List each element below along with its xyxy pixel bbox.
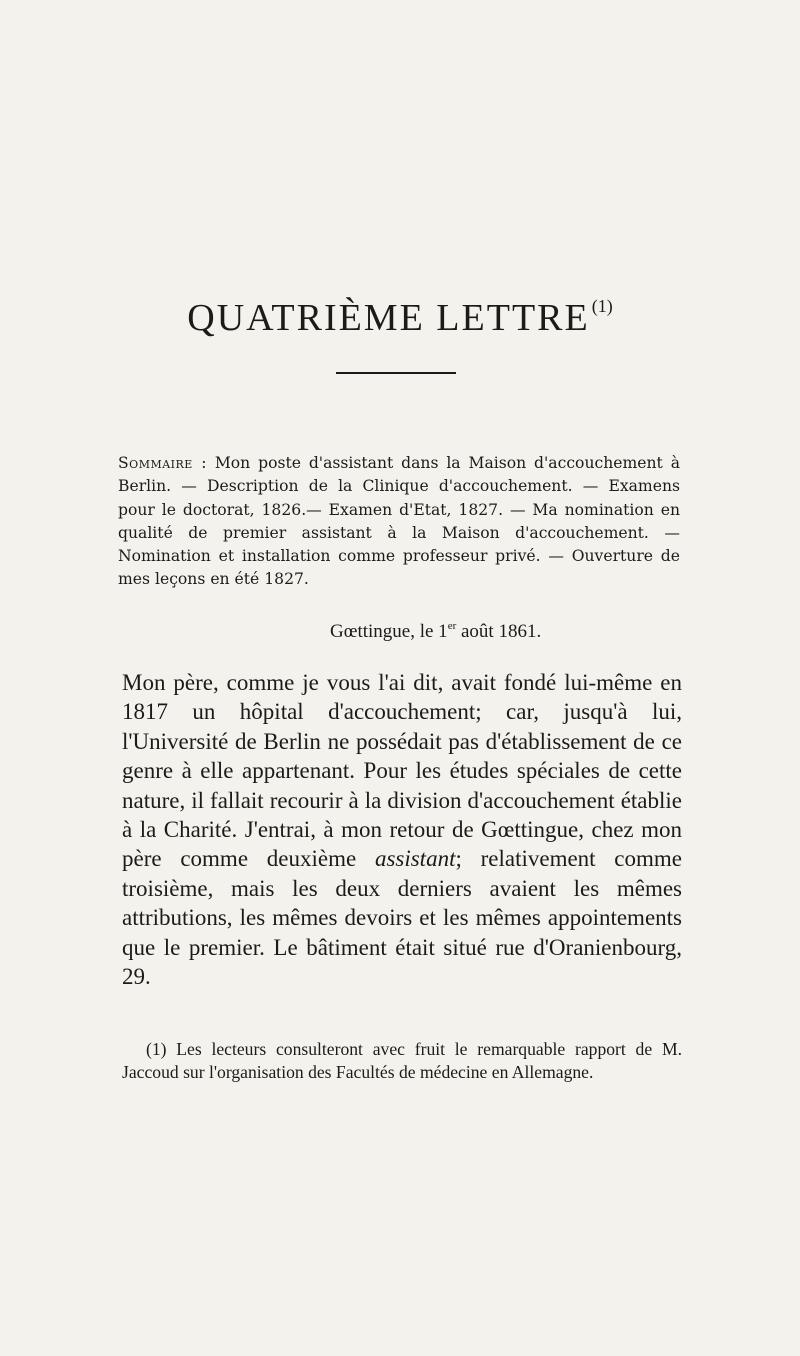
dateline-place: Gœttingue, le 1: [330, 621, 448, 642]
dateline: [330, 620, 541, 643]
letter-title: QUATRIÈME LETTRE: [187, 297, 590, 339]
body-text-italic: assistant: [374, 846, 456, 872]
footnote-text: Les lecteurs consulteront avec fruit le remarquable rapport de M. Jaccoud sur l'organisation des Facultés de médecine en Allemagne.: [122, 1039, 682, 1082]
letter-heading: [0, 296, 800, 340]
body-text-part2: ; relativement comme troisième, mais les deux derniers avaient les mêmes attributions, les mêmes devoirs et les mêmes appointements que le premier. Le bâtiment était situé rue d'Oranienbourg, 29.: [122, 846, 682, 990]
heading-footnote-ref: (1): [591, 296, 613, 316]
heading-divider: [336, 372, 456, 374]
footnote-mark: (1): [146, 1039, 167, 1059]
body-paragraph: [122, 668, 682, 991]
summary-paragraph: [118, 452, 680, 592]
footnote: [122, 1038, 682, 1084]
summary-label: Sommaire :: [118, 454, 207, 472]
dateline-ordinal: er: [447, 620, 457, 632]
body-text-part1: Mon père, comme je vous l'ai dit, avait fondé lui-même en 1817 un hôpital d'accouchement; car, jusqu'à lui, l'Université de Berlin ne possédait pas d'établissement de ce genre à elle appartenant. Pour les études spéciales de cette nature, il fallait recourir à la division d'accouchement établie à la Charité. J'entrai, à mon retour de Gœttingue, chez mon père comme deuxième: [122, 670, 682, 872]
summary-text: Mon poste d'assistant dans la Maison d'accouchement à Berlin. — Description de la Clinique d'accouchement. — Examens pour le doctorat, 1826.— Examen d'Etat, 1827. — Ma nomination en qualité de premier assistant à la Maison d'accouchement. — Nomination et installation comme professeur privé. — Ouverture de mes leçons en été 1827.: [118, 454, 680, 589]
dateline-date: août 1861.: [456, 621, 542, 642]
